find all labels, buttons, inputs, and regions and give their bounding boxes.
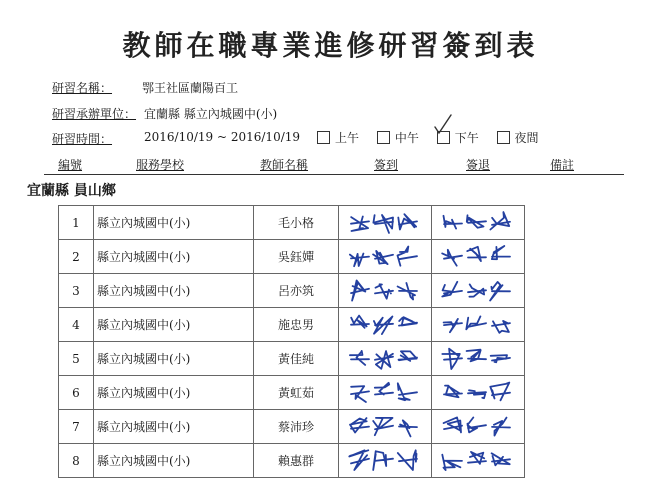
table-row xyxy=(59,444,525,478)
workshop-time-value: 2016/10/19 ~ 2016/10/19 xyxy=(144,130,301,144)
row-number: 2 xyxy=(59,240,94,274)
sign-in-signature xyxy=(339,206,432,240)
table-row xyxy=(59,308,525,342)
signature-scribble xyxy=(434,445,522,476)
row-school: 縣立內城國中(小) xyxy=(94,240,254,274)
column-header-row xyxy=(44,156,624,175)
column-header-sign-out: 簽退 xyxy=(466,158,491,172)
session-option-afternoon[interactable]: 下午 xyxy=(437,129,479,146)
sign-out-signature xyxy=(432,342,525,376)
workshop-name-row xyxy=(52,79,239,96)
signature-scribble xyxy=(341,411,429,442)
row-teacher-name: 施忠男 xyxy=(254,308,339,342)
signature-scribble xyxy=(341,207,429,238)
sign-in-signature xyxy=(339,240,432,274)
row-number: 4 xyxy=(59,308,94,342)
row-teacher-name: 吳鈺嬋 xyxy=(254,240,339,274)
table-row xyxy=(59,274,525,308)
session-option-morning[interactable]: 上午 xyxy=(317,129,359,146)
column-header-sign-in: 簽到 xyxy=(374,158,399,172)
signature-scribble xyxy=(434,343,522,374)
row-teacher-name: 蔡沛珍 xyxy=(254,410,339,444)
handwritten-checkmark-icon xyxy=(433,113,455,137)
session-checkbox[interactable] xyxy=(317,131,330,144)
sign-in-signature xyxy=(339,410,432,444)
table-row xyxy=(59,240,525,274)
signature-scribble xyxy=(341,377,429,408)
row-number: 1 xyxy=(59,206,94,240)
row-school: 縣立內城國中(小) xyxy=(94,342,254,376)
table-row xyxy=(59,206,525,240)
signature-scribble xyxy=(434,207,522,238)
signature-scribble xyxy=(434,309,522,340)
sign-out-signature xyxy=(432,240,525,274)
attendance-table xyxy=(58,205,525,478)
session-checkbox[interactable] xyxy=(377,131,390,144)
table-row xyxy=(59,410,525,444)
row-number: 8 xyxy=(59,444,94,478)
sign-in-signature xyxy=(339,274,432,308)
row-number: 5 xyxy=(59,342,94,376)
session-option-noon[interactable]: 中午 xyxy=(377,129,419,146)
table-row xyxy=(59,342,525,376)
row-school: 縣立內城國中(小) xyxy=(94,376,254,410)
signature-scribble xyxy=(341,445,429,476)
organizer-row xyxy=(52,105,278,122)
page-title: 教師在職專業進修研習簽到表 xyxy=(122,29,539,62)
organizer-value: 宜蘭縣 縣立內城國中(小) xyxy=(144,107,278,121)
district-heading: 宜蘭縣 員山鄉 xyxy=(27,183,116,199)
column-header-remarks: 備註 xyxy=(550,158,575,172)
signature-scribble xyxy=(434,377,522,408)
sign-out-signature xyxy=(432,444,525,478)
sign-out-signature xyxy=(432,410,525,444)
row-teacher-name: 黃佳純 xyxy=(254,342,339,376)
row-number: 7 xyxy=(59,410,94,444)
session-checkbox[interactable] xyxy=(497,131,510,144)
sign-out-signature xyxy=(432,308,525,342)
workshop-name-value: 鄂王社區蘭陽百工 xyxy=(142,81,239,95)
signature-scribble xyxy=(434,241,522,272)
row-teacher-name: 賴惠群 xyxy=(254,444,339,478)
signature-scribble xyxy=(434,275,522,306)
row-school: 縣立內城國中(小) xyxy=(94,206,254,240)
signature-scribble xyxy=(341,275,429,306)
sign-out-signature xyxy=(432,274,525,308)
signature-scribble xyxy=(341,343,429,374)
row-school: 縣立內城國中(小) xyxy=(94,274,254,308)
sign-in-signature xyxy=(339,308,432,342)
sign-in-signature xyxy=(339,376,432,410)
sign-out-signature xyxy=(432,206,525,240)
workshop-time-row xyxy=(52,130,301,147)
row-teacher-name: 黃虹茹 xyxy=(254,376,339,410)
row-number: 3 xyxy=(59,274,94,308)
signature-scribble xyxy=(434,411,522,442)
session-option-evening[interactable]: 夜間 xyxy=(497,129,539,146)
row-number: 6 xyxy=(59,376,94,410)
workshop-name-label: 研習名稱： xyxy=(52,81,113,95)
row-school: 縣立內城國中(小) xyxy=(94,444,254,478)
column-header-teacher: 教師名稱 xyxy=(260,158,309,172)
column-header-school: 服務學校 xyxy=(136,158,185,172)
row-teacher-name: 毛小格 xyxy=(254,206,339,240)
organizer-label: 研習承辦單位： xyxy=(52,107,137,121)
row-teacher-name: 呂亦筑 xyxy=(254,274,339,308)
table-row xyxy=(59,376,525,410)
row-school: 縣立內城國中(小) xyxy=(94,308,254,342)
workshop-time-label: 研習時間： xyxy=(52,132,113,146)
sign-in-signature xyxy=(339,342,432,376)
sign-in-signature xyxy=(339,444,432,478)
signature-scribble xyxy=(341,241,429,272)
signature-scribble xyxy=(341,309,429,340)
column-header-number: 編號 xyxy=(58,158,83,172)
row-school: 縣立內城國中(小) xyxy=(94,410,254,444)
sign-out-signature xyxy=(432,376,525,410)
